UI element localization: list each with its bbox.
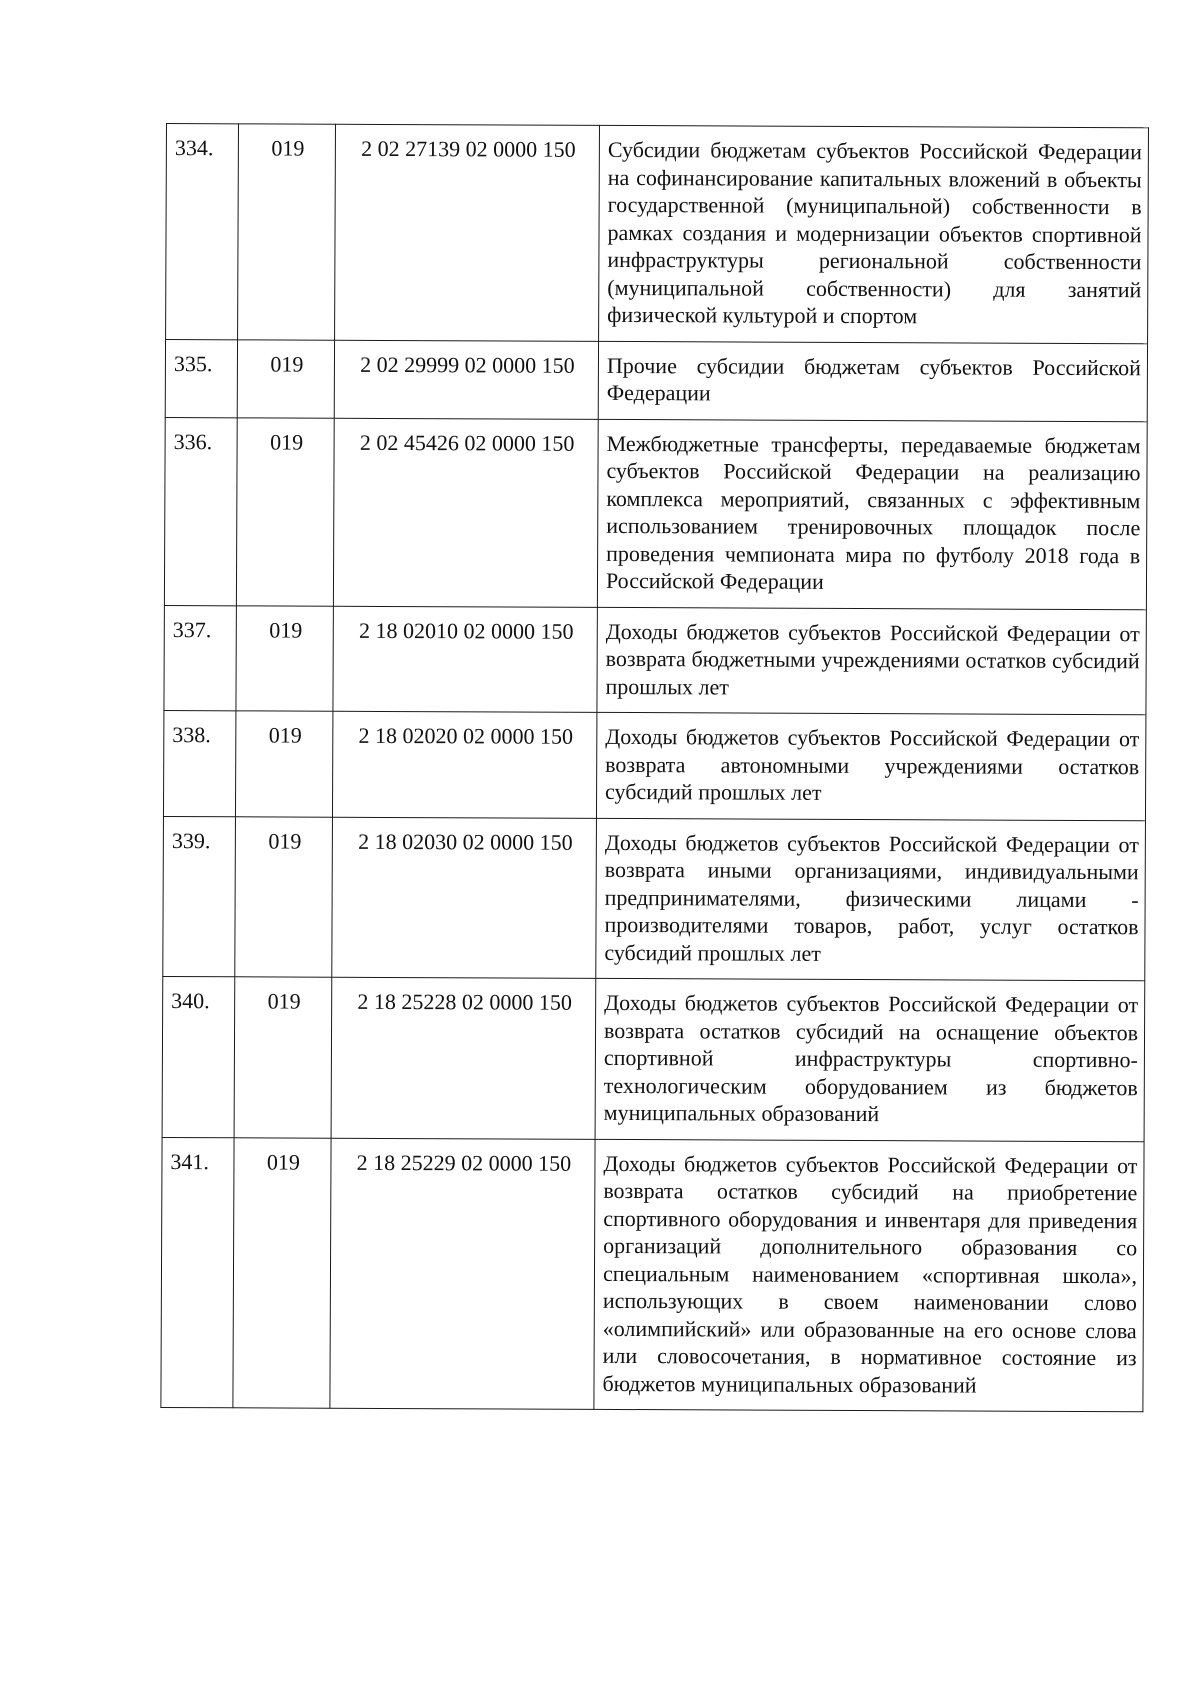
- budget-classification-code: 2 02 29999 02 0000 150: [334, 340, 598, 419]
- administrator-code: 019: [233, 1137, 331, 1408]
- budget-code-table: [160, 123, 1149, 1412]
- table-row: [166, 124, 1149, 344]
- administrator-code: 019: [236, 417, 334, 605]
- row-number: 334.: [166, 124, 239, 340]
- administrator-code: 019: [238, 124, 336, 340]
- administrator-code: 019: [237, 339, 334, 417]
- budget-classification-code: 2 02 27139 02 0000 150: [335, 124, 600, 341]
- budget-classification-code: 2 18 25229 02 0000 150: [330, 1138, 595, 1410]
- table-row: [163, 710, 1145, 820]
- row-number: 340.: [162, 976, 235, 1137]
- revenue-description: Доходы бюджетов субъектов Российской Федерации от возврата автономными учреждениями остатков субсидий прошлых лет: [596, 712, 1145, 820]
- budget-classification-code: 2 18 02020 02 0000 150: [332, 711, 596, 818]
- table-row: [164, 417, 1147, 609]
- table-row: [165, 339, 1147, 421]
- administrator-code: 019: [236, 605, 333, 711]
- revenue-description: Межбюджетные трансферты, передаваемые бюджетам субъектов Российской Федерации на реализацию комплекса мероприятий, связанных с эффективным использованием тренировочных площадок после проведения чемпионата мира по футболу 2018 года в Российской Федерации: [597, 419, 1147, 609]
- revenue-description: Доходы бюджетов субъектов Российской Федерации от возврата остатков субсидий на приобретение спортивного оборудования и инвентаря для приведения организаций дополнительного образования со специальным наименованием «спортивная школа», использующих в своем наименовании слово «олимпийский» или образованные на его основе слова или словосочетания, в нормативное состояние из бюджетов муниципальных образований: [594, 1139, 1144, 1412]
- revenue-description: Доходы бюджетов субъектов Российской Федерации от возврата иными организациями, индивидуальными предпринимателями, физическими лицами - производителями товаров, работ, услуг остатков субсидий прошлых лет: [596, 818, 1146, 981]
- row-number: 339.: [163, 816, 236, 977]
- table-row: [164, 605, 1146, 715]
- table-row: [162, 976, 1145, 1141]
- administrator-code: 019: [234, 977, 332, 1138]
- revenue-description: Субсидии бюджетам субъектов Российской Федерации на софинансирование капитальных вложений в объекты государственной (муниципальной) собственности в рамках создания и модернизации объектов спортивной инфраструктуры региональной собственности (муниципальной собственности) для занятий физической культурой и спортом: [599, 125, 1149, 343]
- revenue-description: Доходы бюджетов субъектов Российской Федерации от возврата остатков субсидий на оснащение объектов спортивной инфраструктуры спортивно-технологическим оборудованием из бюджетов муниципальных образований: [595, 978, 1145, 1141]
- revenue-description: Доходы бюджетов субъектов Российской Федерации от возврата бюджетными учреждениями остатков субсидий прошлых лет: [597, 607, 1146, 715]
- row-number: 338.: [163, 710, 235, 816]
- budget-classification-code: 2 18 02010 02 0000 150: [333, 606, 597, 713]
- row-number: 341.: [161, 1137, 234, 1408]
- administrator-code: 019: [235, 711, 332, 817]
- revenue-description: Прочие субсидии бюджетам субъектов Российской Федерации: [598, 341, 1147, 421]
- budget-classification-code: 2 18 25228 02 0000 150: [331, 977, 596, 1139]
- budget-classification-code: 2 02 45426 02 0000 150: [333, 418, 598, 607]
- administrator-code: 019: [235, 816, 333, 977]
- table-row: [161, 1137, 1144, 1412]
- row-number: 336.: [164, 417, 237, 605]
- budget-classification-code: 2 18 02030 02 0000 150: [332, 817, 597, 979]
- row-number: 337.: [164, 605, 236, 711]
- row-number: 335.: [165, 339, 237, 417]
- table-row: [163, 816, 1146, 981]
